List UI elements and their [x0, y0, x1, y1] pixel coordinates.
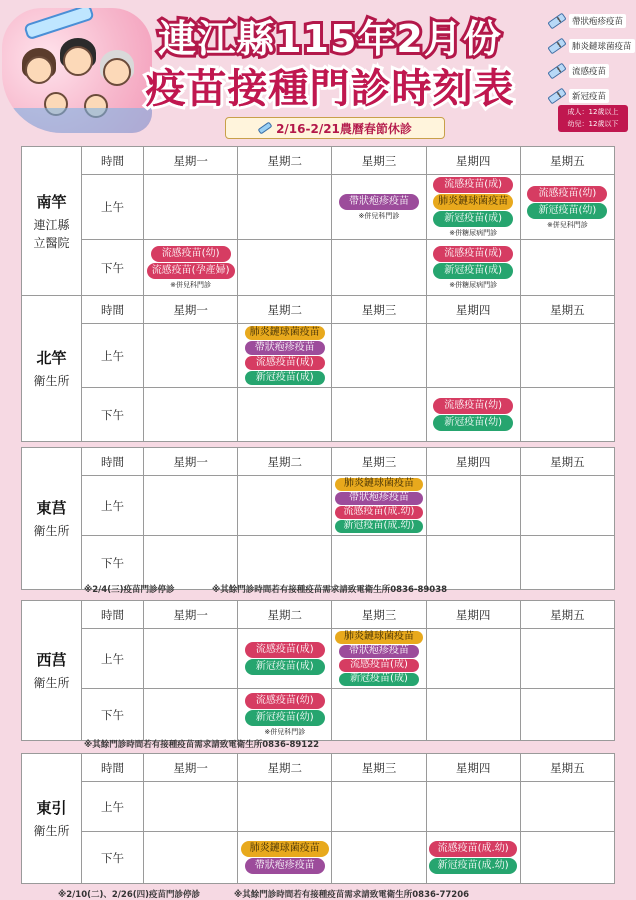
age-definition-box — [558, 105, 628, 132]
location-title: 西莒 — [36, 651, 67, 669]
location-subtitle: 連江縣立醫院 — [33, 217, 70, 250]
section-beigan — [21, 295, 615, 442]
slot-fri-pm — [520, 832, 614, 884]
slot-mon-am — [144, 324, 238, 388]
location-name — [22, 147, 82, 296]
header-thu: 星期四 — [426, 601, 520, 629]
legend-label: 流感疫苗 — [569, 64, 609, 78]
slot-wed-am — [332, 175, 426, 240]
vaccine-pill: 新冠疫苗(幼) — [527, 203, 607, 219]
clinic-note: ※併糖尿病門診 — [449, 229, 498, 237]
dongyin-footnote-closure: ※2/10(二)、2/26(四)疫苗門診停診 — [58, 890, 200, 900]
header-tue: 星期二 — [238, 448, 332, 476]
age-child: 幼兒：12歲以下 — [567, 120, 619, 128]
slot-wed-am — [332, 476, 426, 536]
period-pm: 下午 — [82, 240, 144, 296]
header-thu: 星期四 — [426, 448, 520, 476]
slot-thu-pm — [426, 536, 520, 590]
slot-mon-pm — [144, 536, 238, 590]
header-fri: 星期五 — [520, 448, 614, 476]
vaccine-pill: 新冠疫苗(成.幼) — [429, 858, 517, 874]
period-am: 上午 — [82, 175, 144, 240]
header-thu: 星期四 — [426, 754, 520, 782]
vaccine-pill: 流感疫苗(成) — [245, 356, 325, 370]
vaccine-pill: 流感疫苗(孕產婦) — [147, 263, 235, 279]
section-dongyin — [21, 753, 615, 884]
slot-fri-am — [520, 175, 614, 240]
period-am: 上午 — [82, 476, 144, 536]
slot-mon-am — [144, 782, 238, 832]
holiday-text: 2/16-2/21農曆春節休診 — [276, 121, 412, 136]
vaccine-pill: 帶狀疱疹疫苗 — [339, 645, 419, 658]
slot-wed-pm — [332, 689, 426, 741]
header-wed: 星期三 — [332, 448, 426, 476]
page-title-line1: 連江縣115年2月份 — [158, 17, 502, 61]
slot-tue-am — [238, 629, 332, 689]
slot-mon-pm — [144, 388, 238, 442]
legend-label: 帶狀疱疹疫苗 — [569, 14, 626, 28]
period-pm: 下午 — [82, 689, 144, 741]
vaccine-pill: 流感疫苗(成.幼) — [429, 841, 517, 857]
slot-wed-am — [332, 629, 426, 689]
header-mon: 星期一 — [144, 296, 238, 324]
vaccine-pill: 新冠疫苗(成) — [245, 659, 325, 675]
slot-tue-pm — [238, 689, 332, 741]
vaccine-pill: 肺炎鏈球菌疫苗 — [241, 841, 329, 857]
period-pm: 下午 — [82, 536, 144, 590]
slot-fri-pm — [520, 689, 614, 741]
header-time: 時間 — [82, 448, 144, 476]
section-dongju — [21, 447, 615, 590]
syringe-icon — [547, 37, 566, 54]
vaccine-pill: 流感疫苗(成) — [245, 642, 325, 658]
slot-thu-am — [426, 629, 520, 689]
slot-fri-am — [520, 782, 614, 832]
header-fri: 星期五 — [520, 754, 614, 782]
holiday-notice — [225, 117, 445, 139]
syringe-icon — [547, 62, 566, 79]
slot-wed-pm — [332, 536, 426, 590]
legend-label: 新冠疫苗 — [569, 89, 609, 103]
age-adult: 成人：12歲以上 — [567, 108, 619, 116]
slot-fri-am — [520, 629, 614, 689]
slot-fri-am — [520, 324, 614, 388]
slot-fri-am — [520, 476, 614, 536]
vaccine-pill: 流感疫苗(成) — [339, 659, 419, 672]
clinic-note: ※併兒科門診 — [264, 728, 306, 736]
header-wed: 星期三 — [332, 147, 426, 175]
legend-item-shingles — [548, 8, 636, 33]
slot-mon-pm — [144, 689, 238, 741]
location-title: 南竿 — [36, 192, 67, 211]
slot-tue-pm — [238, 536, 332, 590]
header-time: 時間 — [82, 601, 144, 629]
slot-wed-am — [332, 782, 426, 832]
dongju-footnote-contact: ※其餘門診時間若有接種疫苗需求請致電衛生所0836-89038 — [212, 585, 448, 595]
header-time: 時間 — [82, 754, 144, 782]
header-mon: 星期一 — [144, 754, 238, 782]
period-am: 上午 — [82, 629, 144, 689]
header-mon: 星期一 — [144, 601, 238, 629]
clinic-note: ※併兒科門診 — [170, 281, 212, 289]
location-name — [22, 754, 82, 884]
page-header — [0, 0, 636, 140]
slot-mon-am — [144, 629, 238, 689]
slot-mon-pm — [144, 240, 238, 296]
clinic-note: ※併糖尿病門診 — [449, 281, 498, 289]
page-title-line2: 疫苗接種門診時刻表 — [145, 66, 515, 112]
header-time: 時間 — [82, 147, 144, 175]
slot-tue-am — [238, 175, 332, 240]
slot-wed-pm — [332, 240, 426, 296]
header-tue: 星期二 — [238, 296, 332, 324]
clinic-note: ※併兒科門診 — [546, 220, 588, 229]
period-am: 上午 — [82, 782, 144, 832]
vaccine-pill: 流感疫苗(幼) — [151, 246, 231, 262]
dongju-footnote-closure: ※2/4(三)疫苗門診停診 — [84, 585, 175, 595]
vaccine-pill: 新冠疫苗(幼) — [245, 710, 325, 726]
slot-mon-am — [144, 476, 238, 536]
vaccine-pill: 帶狀疱疹疫苗 — [335, 492, 423, 505]
location-name — [22, 601, 82, 741]
vaccine-pill: 帶狀疱疹疫苗 — [245, 341, 325, 355]
vaccine-pill: 流感疫苗(成) — [433, 246, 513, 262]
vaccine-pill: 帶狀疱疹疫苗 — [339, 194, 419, 210]
header-fri: 星期五 — [520, 147, 614, 175]
header-tue: 星期二 — [238, 601, 332, 629]
slot-thu-am — [426, 324, 520, 388]
header-mon: 星期一 — [144, 448, 238, 476]
header-wed: 星期三 — [332, 601, 426, 629]
slot-tue-pm — [238, 388, 332, 442]
dongyin-footnote-contact: ※其餘門診時間若有接種疫苗需求請致電衛生所0836-77206 — [234, 890, 470, 900]
slot-tue-am — [238, 782, 332, 832]
header-time: 時間 — [82, 296, 144, 324]
slot-thu-am — [426, 175, 520, 240]
location-subtitle: 衛生所 — [33, 524, 70, 538]
section-xiju — [21, 600, 615, 741]
vaccine-pill: 新冠疫苗(幼) — [433, 415, 513, 431]
vaccine-pill: 新冠疫苗(成) — [433, 211, 513, 227]
vaccine-pill: 新冠疫苗(成) — [245, 371, 325, 385]
vaccine-pill: 流感疫苗(成.幼) — [335, 506, 423, 519]
legend-item-flu — [548, 58, 636, 83]
slot-mon-am — [144, 175, 238, 240]
period-pm: 下午 — [82, 832, 144, 884]
vaccine-pill: 新冠疫苗(成.幼) — [335, 520, 423, 533]
syringe-icon — [547, 87, 566, 104]
slot-fri-pm — [520, 388, 614, 442]
period-am: 上午 — [82, 324, 144, 388]
header-tue: 星期二 — [238, 754, 332, 782]
location-subtitle: 衛生所 — [33, 824, 70, 838]
syringe-icon — [547, 12, 566, 29]
vaccine-pill: 帶狀疱疹疫苗 — [245, 858, 325, 874]
xiju-footnote-contact: ※其餘門診時間若有接種疫苗需求請致電衛生所0836-89122 — [84, 740, 320, 750]
location-title: 東引 — [36, 799, 67, 817]
period-pm: 下午 — [82, 388, 144, 442]
header-fri: 星期五 — [520, 601, 614, 629]
location-name — [22, 296, 82, 442]
slot-thu-am — [426, 782, 520, 832]
slot-tue-pm — [238, 832, 332, 884]
slot-thu-pm — [426, 689, 520, 741]
slot-thu-am — [426, 476, 520, 536]
clinic-note: ※併兒科門診 — [358, 212, 400, 220]
section-nangan — [21, 146, 615, 296]
slot-tue-am — [238, 476, 332, 536]
vaccine-pill: 肺炎鏈球菌疫苗 — [335, 478, 423, 491]
vaccine-pill: 流感疫苗(幼) — [527, 186, 607, 202]
vaccine-pill: 肺炎鏈球菌疫苗 — [433, 194, 513, 210]
header-thu: 星期四 — [426, 147, 520, 175]
vaccine-pill: 新冠疫苗(成) — [339, 673, 419, 686]
location-subtitle: 衛生所 — [33, 676, 70, 690]
header-tue: 星期二 — [238, 147, 332, 175]
header-thu: 星期四 — [426, 296, 520, 324]
slot-wed-pm — [332, 388, 426, 442]
slot-fri-pm — [520, 536, 614, 590]
legend-item-pneumococcal — [548, 33, 636, 58]
slot-thu-pm — [426, 388, 520, 442]
slot-thu-pm — [426, 832, 520, 884]
header-mon: 星期一 — [144, 147, 238, 175]
vaccine-pill: 新冠疫苗(成) — [433, 263, 513, 279]
slot-mon-pm — [144, 832, 238, 884]
slot-fri-pm — [520, 240, 614, 296]
vaccine-pill: 流感疫苗(幼) — [433, 398, 513, 414]
header-wed: 星期三 — [332, 754, 426, 782]
slot-wed-am — [332, 324, 426, 388]
slot-wed-pm — [332, 832, 426, 884]
vaccine-pill: 肺炎鏈球菌疫苗 — [335, 631, 423, 644]
header-wed: 星期三 — [332, 296, 426, 324]
slot-thu-pm — [426, 240, 520, 296]
location-name — [22, 448, 82, 590]
location-subtitle: 衛生所 — [33, 374, 70, 388]
vaccine-pill: 流感疫苗(幼) — [245, 693, 325, 709]
syringe-icon — [258, 122, 273, 135]
location-title: 北竿 — [36, 349, 67, 367]
slot-tue-pm — [238, 240, 332, 296]
vaccine-pill: 肺炎鏈球菌疫苗 — [245, 326, 325, 340]
vaccine-legend — [548, 8, 636, 108]
header-fri: 星期五 — [520, 296, 614, 324]
location-title: 東莒 — [36, 499, 67, 517]
vaccine-pill: 流感疫苗(成) — [433, 177, 513, 193]
legend-label: 肺炎鏈球菌疫苗 — [569, 39, 635, 53]
slot-tue-am — [238, 324, 332, 388]
